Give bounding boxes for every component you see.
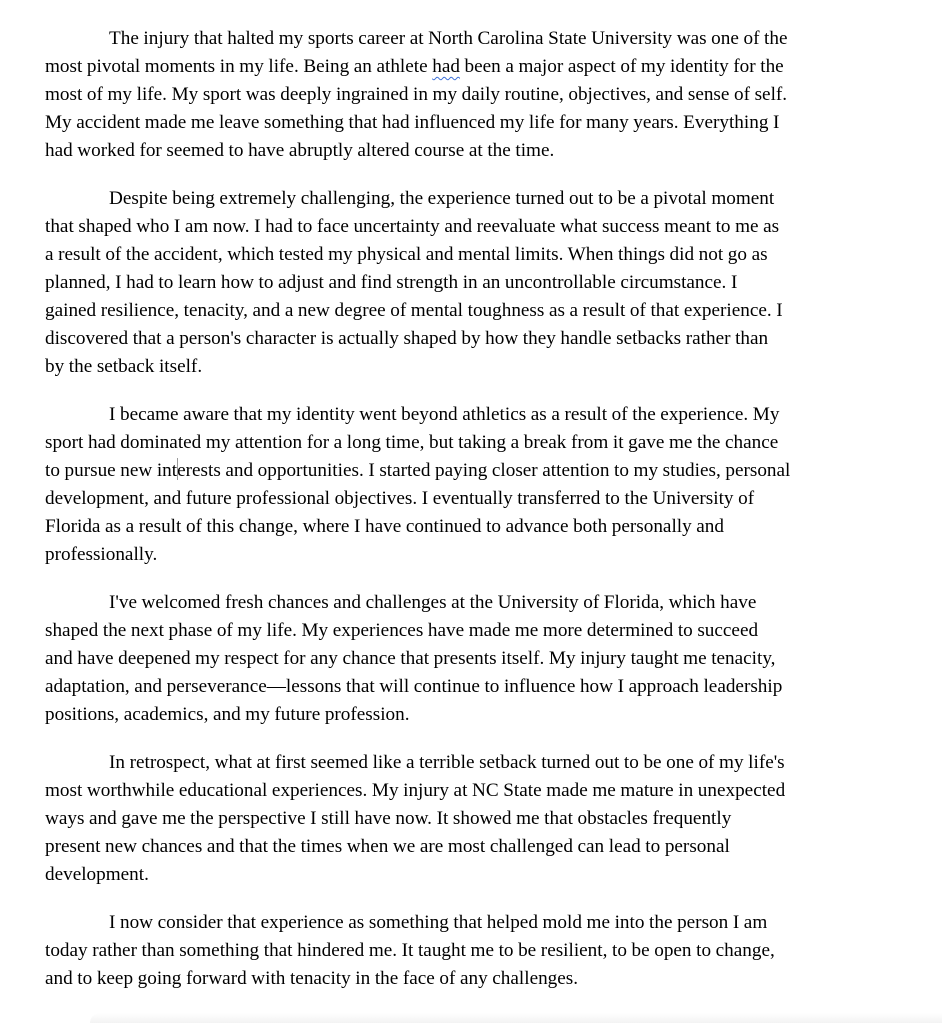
paragraph-line: a result of the accident, which tested my physical and mental limits. When things did not go as (45, 244, 768, 265)
paragraph-6[interactable] (45, 909, 877, 993)
paragraph-line (45, 53, 877, 81)
paragraph-1[interactable] (45, 25, 877, 165)
paragraph-line: and to keep going forward with tenacity in the face of any challenges. (45, 968, 579, 989)
text-run: most pivotal moments in my life. Being an athlete (45, 56, 433, 77)
paragraph-line: In retrospect, what at first seemed like a terrible setback turned out to be one of my life's (109, 752, 785, 773)
paragraph-line (45, 457, 877, 485)
paragraph-line: Despite being extremely challenging, the experience turned out to be a pivotal moment (109, 188, 775, 209)
paragraph-line: I became aware that my identity went beyond athletics as a result of the experience. My (109, 404, 780, 425)
paragraph-line: present new chances and that the times when we are most challenged can lead to personal (45, 836, 730, 857)
paragraph-line: I now consider that experience as something that helped mold me into the person I am (109, 912, 768, 933)
paragraph-line: had worked for seemed to have abruptly altered course at the time. (45, 140, 555, 161)
paragraph-line: shaped the next phase of my life. My experiences have made me more determined to succeed (45, 620, 759, 641)
paragraph-line: most worthwhile educational experiences. My injury at NC State made me mature in unexpected (45, 780, 786, 801)
document-body[interactable] (45, 25, 877, 1013)
paragraph-line: sport had dominated my attention for a long time, but taking a break from it gave me the chance (45, 432, 779, 453)
paragraph-line: My accident made me leave something that had influenced my life for many years. Everything I (45, 112, 780, 133)
paragraph-line: Florida as a result of this change, where I have continued to advance both personally and (45, 516, 724, 537)
paragraph-line: ways and gave me the perspective I still have now. It showed me that obstacles frequently (45, 808, 732, 829)
paragraph-line: development, and future professional objectives. I eventually transferred to the University of (45, 488, 755, 509)
paragraph-line: positions, academics, and my future profession. (45, 704, 410, 725)
paragraph-5[interactable] (45, 749, 877, 889)
paragraph-line: that shaped who I am now. I had to face uncertainty and reevaluate what success meant to me as (45, 216, 780, 237)
text-run: to pursue new int (45, 460, 178, 481)
paragraph-line: development. (45, 864, 149, 885)
paragraph-line: The injury that halted my sports career at North Carolina State University was one of the (109, 28, 788, 49)
paragraph-line: gained resilience, tenacity, and a new degree of mental toughness as a result of that experience. I (45, 300, 783, 321)
page-bottom-shadow (90, 1013, 942, 1023)
text-run: erests and opportunities. I started paying closer attention to my studies, personal (177, 460, 791, 481)
paragraph-line: discovered that a person's character is actually shaped by how they handle setbacks rather than (45, 328, 769, 349)
spellcheck-flagged-word[interactable]: had (432, 56, 460, 77)
paragraph-4[interactable] (45, 589, 877, 729)
paragraph-2[interactable] (45, 185, 877, 381)
text-run: been a major aspect of my identity for the (459, 56, 784, 77)
paragraph-line: today rather than something that hindered me. It taught me to be resilient, to be open to change, (45, 940, 775, 961)
paragraph-line: adaptation, and perseverance—lessons that will continue to influence how I approach leadership (45, 676, 783, 697)
paragraph-3[interactable] (45, 401, 877, 569)
paragraph-line: most of my life. My sport was deeply ingrained in my daily routine, objectives, and sense of self. (45, 84, 788, 105)
paragraph-line: I've welcomed fresh chances and challenges at the University of Florida, which have (109, 592, 757, 613)
paragraph-line: by the setback itself. (45, 356, 203, 377)
paragraph-line: planned, I had to learn how to adjust and find strength in an uncontrollable circumstance. I (45, 272, 738, 293)
paragraph-line: professionally. (45, 544, 158, 565)
paragraph-line: and have deepened my respect for any chance that presents itself. My injury taught me tenacity, (45, 648, 776, 669)
